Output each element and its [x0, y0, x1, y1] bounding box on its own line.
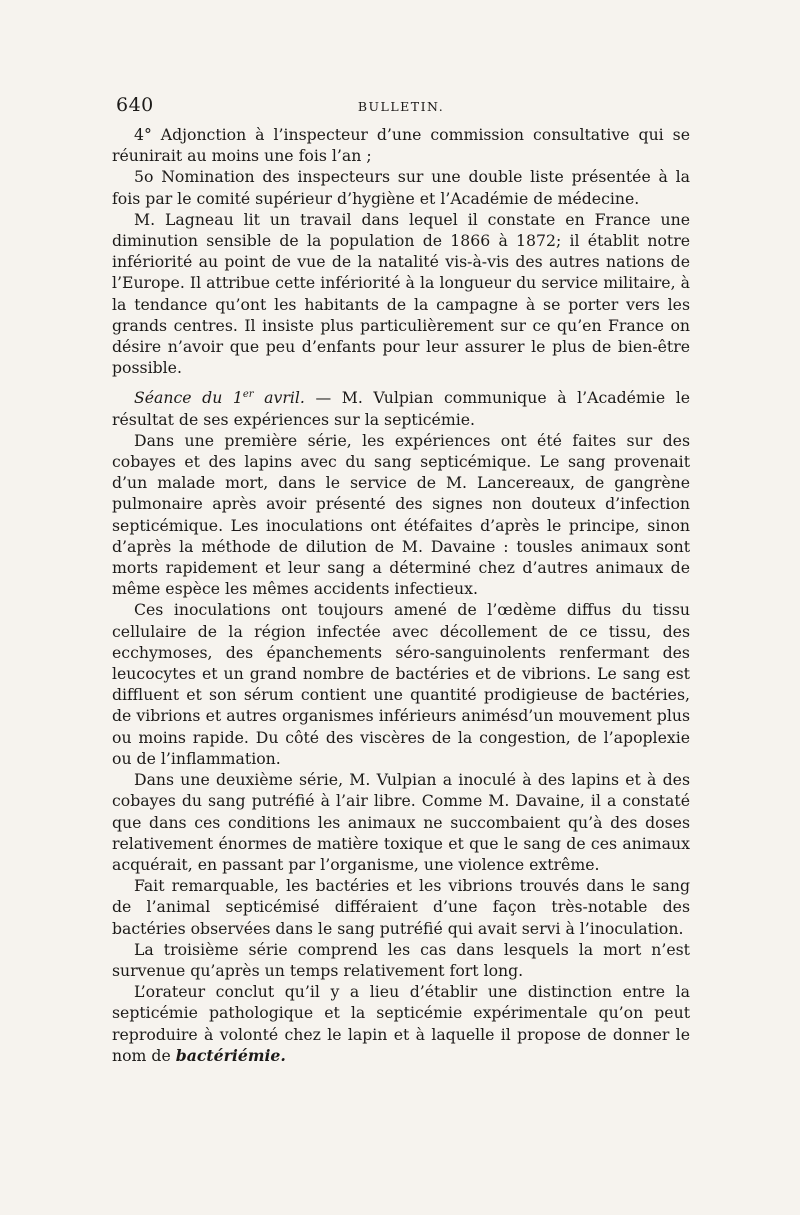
session-text: — M. Vulpian communique à l’Académie le résultat de ses expériences sur la septicémie. [112, 388, 690, 429]
page-number: 640 [116, 94, 154, 116]
paragraph: La troisième série comprend les cas dans lesquels la mort n’est survenue qu’après un temps relativement fort long. [112, 939, 690, 980]
paragraph: Ces inoculations ont toujours amené de l’œdème diffus du tissu cellulaire de la région infectée avec décollement de ce tissu, des ecchymoses, des épanchements séro-sanguinolents renfermant des leucocytes et un grand nombre de bactéries et de vibrions. Le sang est diffluent et son sérum contient une quantité prodigieuse de bactéries, de vibrions et autres organismes inférieurs animésd’un mouvement plus ou moins rapide. Du côté des viscères de la congestion, de l’apoplexie ou de l’inflammation. [112, 600, 690, 768]
session-date: Séance du 1 [134, 388, 243, 408]
term-bacteriemie: bactériémie. [175, 1045, 286, 1065]
conclusion-paragraph [112, 981, 690, 1066]
paragraph: M. Lagneau lit un travail dans lequel il constate en France une diminution sensible de la population de 1866 à 1872; il établit notre infériorité au point de vue de la natalité vis-à-vis des autres nations de l’Europe. Il attribue cette infériorité à la longueur du service militaire, à la tendance qu’ont les habitants de la campagne à se porter vers les grands centres. Il insiste plus particulièrement sur ce qu’en France on désire n’avoir que peu d’enfants pour leur assurer le plus de bien-être possible. [112, 209, 690, 378]
paragraph: 5o Nomination des inspecteurs sur une double liste présentée à la fois par le comité supérieur d’hygiène et l’Académie de médecine. [112, 167, 690, 208]
book-page [112, 94, 690, 1066]
session-paragraph [112, 387, 690, 429]
running-head: BULLETIN. [357, 99, 445, 114]
ordinal-superscript: er [242, 389, 254, 401]
body-text [112, 124, 690, 1066]
session-month: avril. [253, 388, 305, 408]
paragraph: 4° Adjonction à l’inspecteur d’une commission consultative qui se réunirait au moins une fois l’an ; [112, 125, 690, 166]
paragraph: Fait remarquable, les bactéries et les vibrions trouvés dans le sang de l’animal septicémisé différaient d’une façon très-notable des bactéries observées dans le sang putréfié qui avait servi à l’inoculation. [112, 876, 690, 938]
paragraph: Dans une première série, les expériences ont été faites sur des cobayes et des lapins avec du sang septicémique. Le sang provenait d’un malade mort, dans le service de M. Lancereaux, de gangrène pulmonaire après avoir présenté des signes non douteux d’infection septicémique. Les inoculations ont étéfaites d’après le principe, sinon d’après la méthode de dilution de M. Davaine : tousles animaux sont morts rapidement et leur sang a déterminé chez d’autres animaux de même espèce les mêmes accidents infectieux. [112, 430, 690, 599]
conclusion-text: L’orateur conclut qu’il y a lieu d’établir une distinction entre la septicémie pathologique et la septicémie expérimentale qu’on peut reproduire à volonté chez le lapin et à laquelle il propose de donner le nom de [112, 982, 690, 1065]
paragraph: Dans une deuxième série, M. Vulpian a inoculé à des lapins et à des cobayes du sang putréfié à l’air libre. Comme M. Davaine, il a constaté que dans ces conditions les animaux ne succombaient qu’à des doses relativement énormes de matière toxique et que le sang de ces animaux acquérait, en passant par l’organisme, une violence extrême. [112, 770, 690, 874]
page-header [112, 94, 690, 124]
